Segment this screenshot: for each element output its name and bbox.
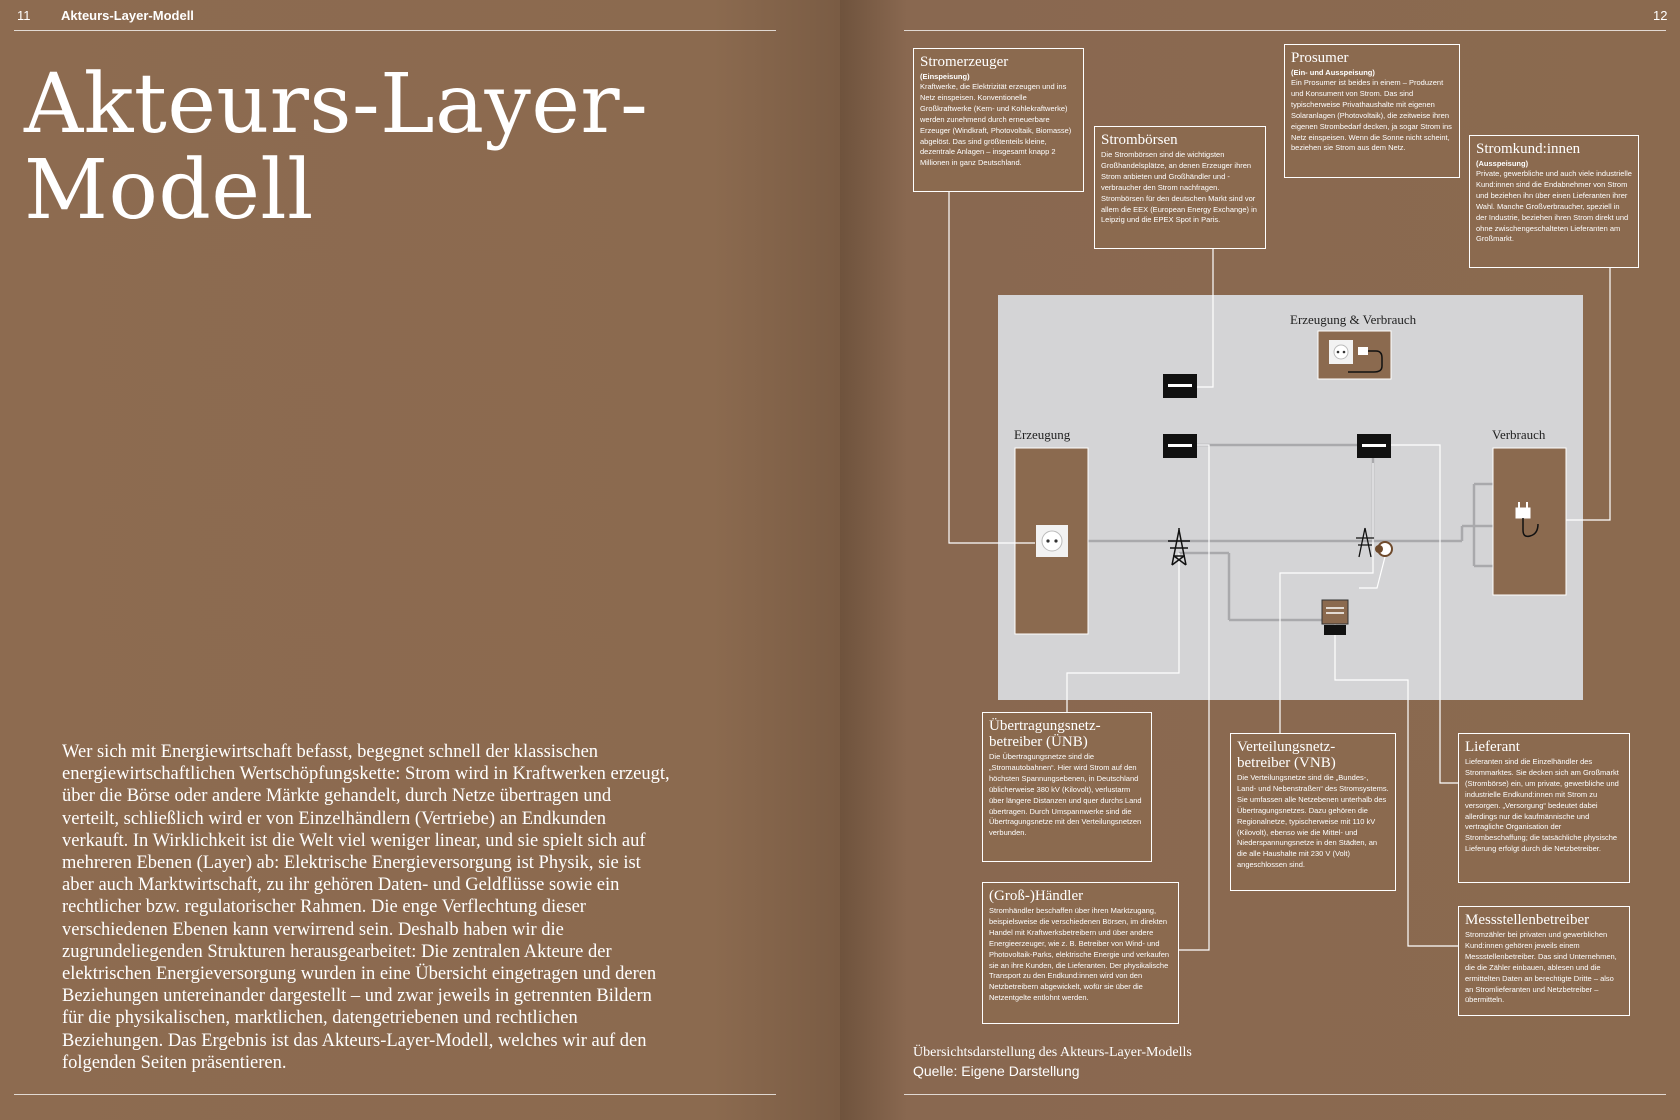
box-vnb [1230, 733, 1396, 891]
box-stromboersen [1094, 126, 1266, 249]
box-stromkunden-sub: (Ausspeisung) [1476, 159, 1529, 168]
box-haendler-title: (Groß-)Händler [989, 888, 1084, 904]
verbrauch-block [1493, 448, 1566, 595]
page-number-left: 11 [17, 8, 31, 23]
box-stromboersen-title: Strombörsen [1101, 132, 1178, 148]
caption-source: Quelle: Eigene Darstellung [913, 1063, 1080, 1079]
sun-core-icon [1375, 545, 1383, 553]
box-messstellen [1458, 906, 1630, 1016]
box-stromkunden [1469, 135, 1639, 268]
box-lieferant-title: Lieferant [1465, 739, 1520, 755]
box-prosumer-sub: (Ein- und Ausspeisung) [1291, 68, 1375, 77]
box-prosumer [1284, 44, 1460, 178]
socket-icon [1036, 525, 1068, 557]
label-erzeugung-verbrauch: Erzeugung & Verbrauch [1290, 312, 1417, 327]
exchange-icon-2 [1163, 434, 1197, 458]
label-verbrauch: Verbrauch [1492, 427, 1546, 442]
page-number-right: 12 [1653, 8, 1668, 23]
exchange-icon-3 [1357, 434, 1391, 458]
box-messstellen-title: Messstellenbetreiber [1465, 912, 1590, 928]
running-head: Akteurs-Layer-Modell [61, 8, 194, 23]
title-line-1: Akteurs-Layer- [24, 57, 649, 152]
box-stromerzeuger-title: Stromerzeuger [920, 54, 1009, 70]
exchange-icon-1 [1163, 374, 1197, 398]
box-stromkunden-body: Private, gewerbliche und auch viele industrielle Kund:innen sind die Endabnehmer von Strom und beziehen ihn über einen Lieferanten ihrer Wahl. Manche Großverbraucher, speziell in der Industrie, beziehen ihren Strom direkt und ohne zwischengeschalteten Lieferanten am Großmarkt. [1476, 169, 1632, 244]
label-erzeugung: Erzeugung [1014, 427, 1071, 442]
box-lieferant-body: Lieferanten sind die Einzelhändler des Strommarktes. Sie decken sich am Großmarkt (Strombörse) ein, um private, gewerbliche und industrielle Endkund:innen mit Strom zu versorgen. „Versorgung“ bedeutet dabei allerdings nur die kaufmännische und vertragliche Organisation der Strombeschaffung; die tatsächliche physische Lieferung erfolgt durch die Netzbetreiber. [1465, 757, 1619, 854]
box-vnb-title: Verteilungsnetz- betreiber (VNB) [1237, 739, 1336, 771]
box-vnb-body: Die Verteilungsnetze sind die „Bundes-, Land- und Nebenstraßen“ des Stromsystems. Sie umfassen alle Netzebenen unterhalb des Übertragungsnetzes. Dazu gehören die Regionalnetze, typischerweise mit 110 kV (Kilovolt), ebenso wie die Mittel- und Niederspannungsnetze in den Städten, an die alle Haushalte mit 230 V (Volt) angeschlossen sind. [1237, 773, 1389, 870]
intro-paragraph: Wer sich mit Energiewirtschaft befasst, begegnet schnell der klassischen energiewirtschaftlichen Wertschöpfungskette: Strom wird in Kraftwerken erzeugt, über die Börse oder andere Märkte gehandelt, durch Netze übertragen und verteilt, schließlich wird er von Einzelhändlern (Vertriebe) an Endkunden verkauft. In Wirklichkeit ist die Welt viel weniger linear, und sie spielt sich auf mehreren Ebenen (Layer) ab: Elektrische Energieversorgung ist Physik, sie ist aber auch Marktwirtschaft, zu ihr gehören Daten- und Geldflüsse sowie ein rechtlicher bzw. regulatorischer Rahmen. Die enge Verflechtung dieser verschiedenen Ebenen kann verwirrend sein. Deshalb haben wir die zugrundeliegenden Strukturen herausgearbeitet: Die zentralen Akteure der elektrischen Energieversorgung wurden in eine Übersicht eingetragen und deren Beziehungen untereinander dargestellt – und zwar jeweils in getrennten Bildern für die physikalischen, marktlichen, datengetriebenen und rechtlichen Beziehungen. Das Ergebnis ist das Akteurs-Layer-Modell, welches wir auf den folgenden Seiten präsentieren. [62, 742, 670, 1073]
box-stromboersen-body: Die Strombörsen sind die wichtigsten Großhandelsplätze, an denen Erzeuger ihren Strom anbieten und Großhändler und -verbraucher den Strom nachfragen. Strombörsen für den deutschen Markt sind vor allem die EEX (European Energy Exchange) in Leipzig und die EPEX Spot in Paris. [1101, 150, 1257, 225]
box-prosumer-title: Prosumer [1291, 50, 1349, 66]
box-stromerzeuger [913, 48, 1084, 192]
meter-cabinet-icon [1322, 600, 1348, 635]
box-lieferant [1458, 733, 1630, 883]
title-line-2: Modell [24, 143, 314, 238]
box-uenb [982, 712, 1152, 862]
box-uenb-body: Die Übertragungsnetze sind die „Stromautobahnen“. Hier wird Strom auf den höchsten Spannungsebenen, in Deutschland üblicherweise 380 kV (Kilovolt), verlustarm über längere Distanzen und quer durchs Land übertragen. Durch Umspannwerke sind die Übertragungsnetze mit den Verteilungsnetzen verbunden. [989, 752, 1142, 838]
caption-title: Übersichtsdarstellung des Akteurs-Layer-Modells [913, 1045, 1192, 1060]
figure-caption [913, 1043, 1192, 1081]
box-stromkunden-title: Stromkund:innen [1476, 141, 1581, 157]
box-prosumer-body: Ein Prosumer ist beides in einem – Produzent und Konsument von Strom. Das sind typischerweise Privathaushalte mit eigenen Solaranlagen (Photovoltaik), die zeitweise ihren eigenen Strombedarf decken, ja sogar Strom ins Netz einspeisen. Wenn die Sonne nicht scheint, beziehen sie Strom aus dem Netz. [1291, 78, 1452, 153]
box-stromerzeuger-body: Kraftwerke, die Elektrizität erzeugen und ins Netz einspeisen. Konventionelle Großkraftwerke (Kern- und Kohlekraftwerke) werden zunehmend durch erneuerbare Erzeuger (Windkraft, Photovoltaik, Biomasse) abgelöst. Das sind größtenteils kleine, dezentrale Anlagen – insgesamt knapp 2 Millionen in ganz Deutschland. [920, 82, 1072, 168]
box-stromerzeuger-sub: (Einspeisung) [920, 72, 970, 81]
box-haendler [982, 882, 1179, 1024]
box-messstellen-body: Stromzähler bei privaten und gewerblichen Kund:innen gehören jeweils einem Messstellenbetreiber. Das sind Unternehmen, die die Zähler einbauen, ablesen und die ermittelten Daten an berechtigte Dritte – also an Stromlieferanten und Netzbetreiber – übermitteln. [1465, 930, 1617, 1005]
box-uenb-title: Übertragungsnetz- betreiber (ÜNB) [989, 718, 1101, 750]
box-haendler-body: Stromhändler beschaffen über ihren Marktzugang, beispielsweise die verschiedenen Börsen, im direkten Handel mit Kraftwerksbetreibern und über andere Energieerzeuger, wie z. B. Betreiber von Wind- und Photovoltaik-Parks, elektrische Energie und verkaufen sie an ihre Kunden, die Lieferanten. Der physikalische Transport zu den Endkund:innen wird von den Netzbetreibern abgewickelt, wofür sie über die Netzentgelte entlohnt werden. [989, 906, 1170, 1003]
